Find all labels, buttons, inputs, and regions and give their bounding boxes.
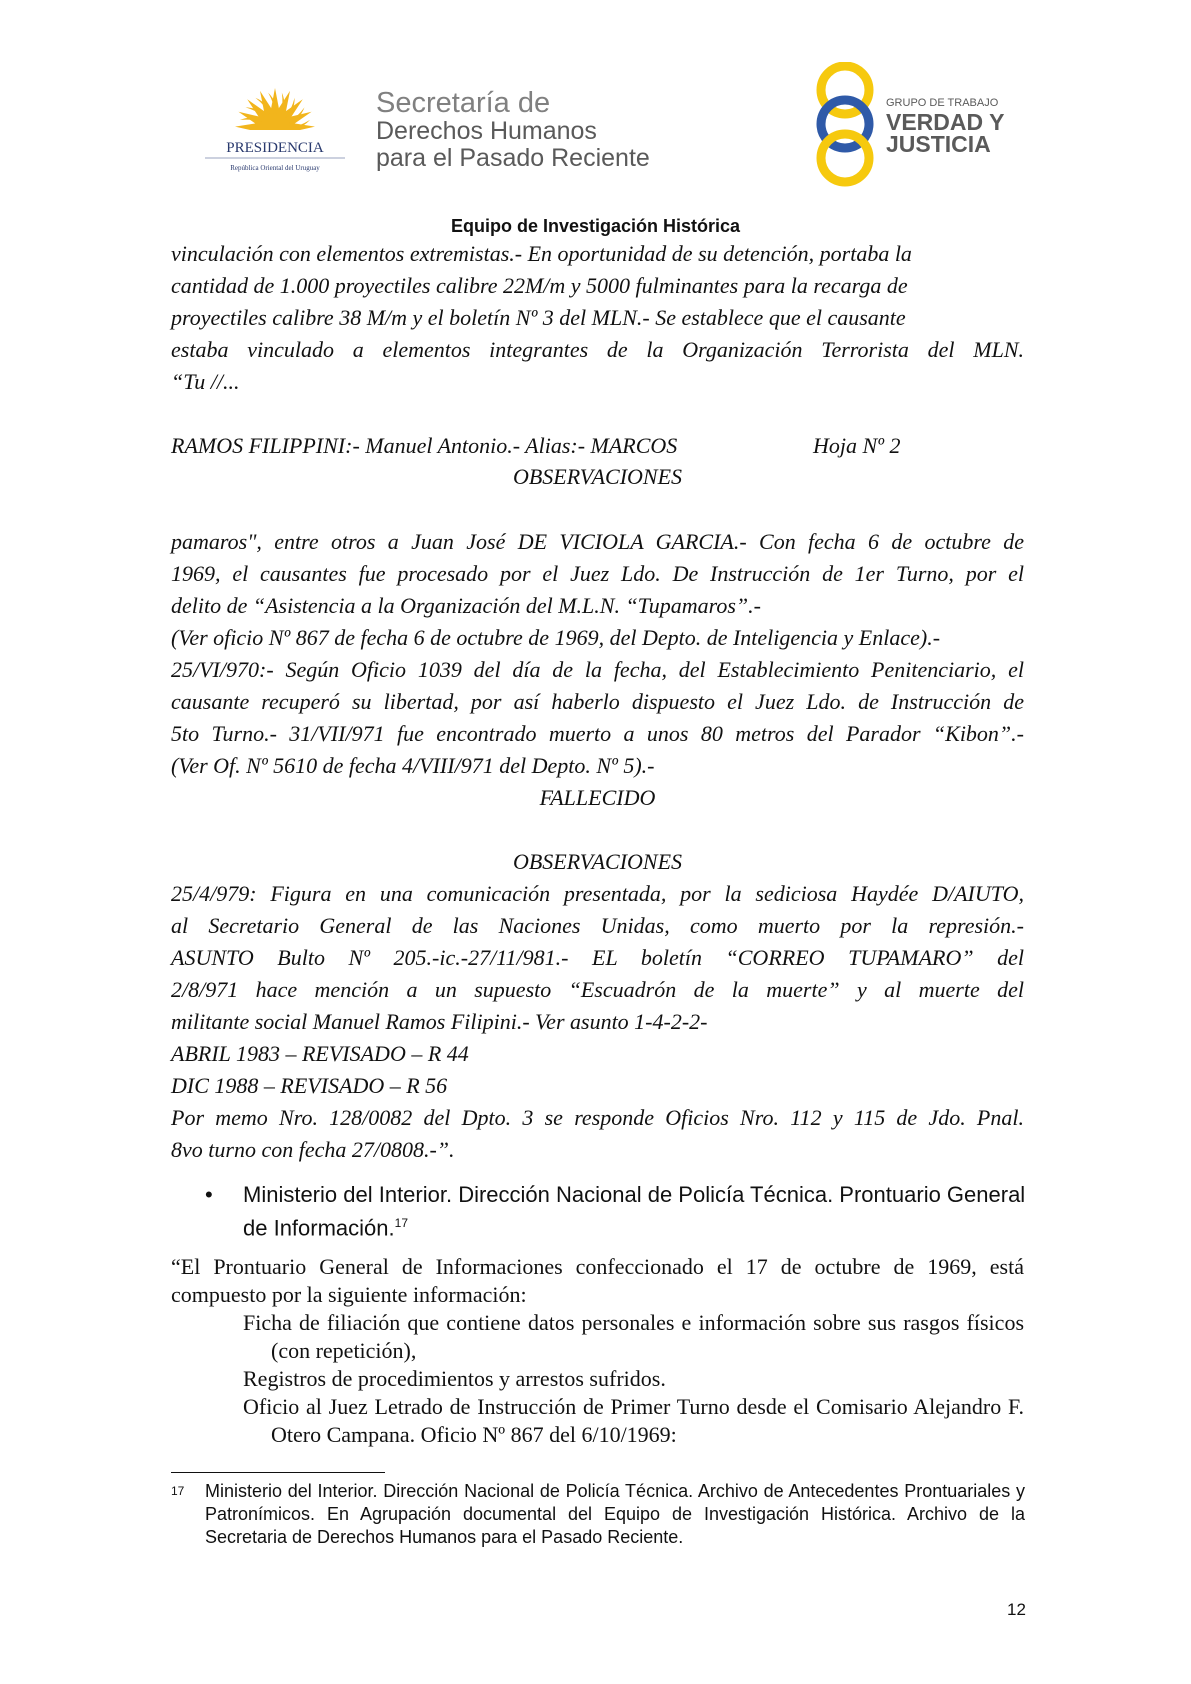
footnote-reference[interactable]: 17 [394,1216,408,1230]
team-heading: Equipo de Investigación Histórica [450,216,741,236]
sheet-number: Hoja Nº 2 [813,433,901,458]
text-line: estaba vinculado a elementos integrantes de la Organización Terrorista del MLN. [171,337,1024,362]
text-line: DIC 1988 – REVISADO – R 56 [171,1073,448,1098]
sun-emblem-icon [195,80,355,180]
text-line: 8vo turno con fecha 27/0808.-”. [171,1137,455,1162]
prontuario-section [171,1253,1024,1449]
bullet-text-wrap [243,1180,1033,1242]
sheet-header [171,430,1024,462]
text-line: ABRIL 1983 – REVISADO – R 44 [171,1041,469,1066]
text-line: Por memo Nro. 128/0082 del Dpto. 3 se responde Oficios Nro. 112 y 115 de Jdo. Pnal. [171,1105,1024,1130]
heading-text: OBSERVACIONES [512,464,683,489]
text-line: delito de “Asistencia a la Organización del M.L.N. “Tupamaros”.- [171,593,761,618]
fallecido-label [171,782,1024,814]
svg-text:República Oriental del Uruguay: República Oriental del Uruguay [230,164,320,172]
svg-text:PRESIDENCIA: PRESIDENCIA [226,140,324,156]
heading-text: OBSERVACIONES [512,849,683,874]
prontuario-item: Registros de procedimientos y arrestos sufridos. [243,1366,666,1391]
text-line: (Ver oficio Nº 867 de fecha 6 de octubre de 1969, del Depto. de Inteligencia y Enlace).- [171,625,941,650]
text-line: militante social Manuel Ramos Filipini.- Ver asunto 1-4-2-2- [171,1009,708,1034]
text-line: 25/4/979: Figura en una comunicación presentada, por la sediciosa Haydée D/AIUTO, [171,881,1024,906]
verdad-justicia-logo [810,62,1015,187]
svg-text:JUSTICIA: JUSTICIA [886,131,991,157]
secretaria-logo-text [376,88,650,172]
fallecido-text: FALLECIDO [539,785,656,810]
footnote-divider [171,1472,385,1473]
text-line: “Tu //... [171,369,240,394]
svg-text:VERDAD Y: VERDAD Y [886,109,1005,135]
prontuario-item: Oficio al Juez Letrado de Instrucción de Primer Turno desde el Comisario Alejandro F. Otero Campana. Oficio Nº 867 del 6/10/1969: [243,1394,1024,1447]
footnote-text: Ministerio del Interior. Dirección Nacional de Policía Técnica. Archivo de Antecedentes Prontuariales y Patronímicos. En Agrupación documental del Equipo de Investigación Histórica. Archivo de la Secretaria de Derechos Humanos para el Pasado Reciente. [205,1481,1025,1547]
text-line: cantidad de 1.000 proyectiles calibre 22M/m y 5000 fulminantes para la recarga de [171,273,908,298]
paragraph-block-2 [171,526,1024,782]
text-line: al Secretario General de las Naciones Unidas, como muerto por la represión.- [171,913,1024,938]
text-line: ASUNTO Bulto Nº 205.-ic.-27/11/981.- EL boletín “CORREO TUPAMARO” del [171,945,1024,970]
bullet-icon: • [205,1182,213,1207]
svg-text:GRUPO DE TRABAJO: GRUPO DE TRABAJO [886,97,999,109]
secretaria-line-3: para el Pasado Reciente [376,144,650,172]
secretaria-line-1: Secretaría de [376,87,551,119]
prontuario-intro: “El Prontuario General de Informaciones confeccionado el 17 de octubre de 1969, está compuesto por la siguiente información: [171,1254,1024,1307]
text-line: 2/8/971 hace mención a un supuesto “Escuadrón de la muerte” y al muerte del [171,977,1024,1002]
secretaria-line-2: Derechos Humanos [376,117,597,145]
paragraph-block-3 [171,878,1024,1166]
footnote-number: 17 [171,1484,185,1498]
text-line: 1969, el causantes fue procesado por el Juez Ldo. De Instrucción de 1er Turno, por el [171,561,1024,586]
bullet-text: Ministerio del Interior. Dirección Nacional de Policía Técnica. Prontuario General de Información. [243,1182,1026,1241]
text-line: 25/VI/970:- Según Oficio 1039 del día de la fecha, del Establecimiento Penitenciario, el [171,657,1024,682]
text-line: (Ver Of. Nº 5610 de fecha 4/VIII/971 del Depto. Nº 5).- [171,753,655,778]
presidencia-logo [195,80,355,180]
observaciones-heading-1 [171,461,1024,493]
paragraph-block-1 [171,238,1024,398]
text-line: 5to Turno.- 31/VII/971 fue encontrado muerto a unos 80 metros del Parador “Kibon”.- [171,721,1024,746]
text-line: causante recuperó su libertad, por así haberlo dispuesto el Juez Ldo. de Instrucción de [171,689,1024,714]
text-line: proyectiles calibre 38 M/m y el boletín Nº 3 del MLN.- Se establece que el causante [171,305,906,330]
page-number: 12 [1007,1600,1026,1619]
subject-name-line: RAMOS FILIPPINI:- Manuel Antonio.- Alias:- MARCOS [171,433,678,458]
prontuario-item: Ficha de filiación que contiene datos personales e información sobre sus rasgos físicos (con repetición), [243,1310,1024,1363]
text-line: vinculación con elementos extremistas.- En oportunidad de su detención, portaba la [171,241,912,266]
linked-rings-icon [810,62,1015,187]
text-line: pamaros", entre otros a Juan José DE VICIOLA GARCIA.- Con fecha 6 de octubre de [171,529,1024,554]
observaciones-heading-2 [171,846,1024,878]
